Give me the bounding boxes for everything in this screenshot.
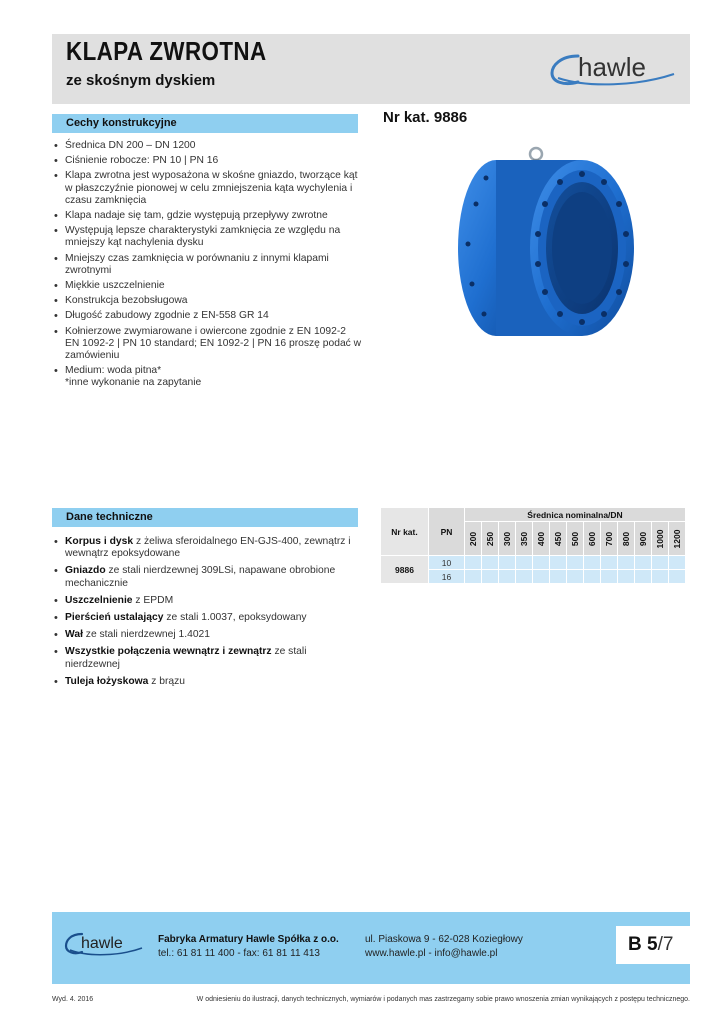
catalog-number: Nr kat. 9886 (383, 109, 468, 126)
technical-item-label: Tuleja łożyskowa (65, 675, 149, 687)
dn-header-cell: 450 (550, 522, 567, 556)
dn-header-cell: 1200 (669, 522, 686, 556)
technical-item (52, 536, 362, 560)
footer-hawle-logo (64, 928, 144, 958)
edition-note: Wyd. 4. 2016 (52, 996, 94, 1003)
feature-item: • Klapa nadaje się tam, gdzie występują przepływy zwrotne (52, 210, 362, 222)
footer-logo-text: hawle (81, 935, 123, 952)
footer-address: ul. Piaskowa 9 - 62-028 Koziegłowy (365, 934, 523, 945)
dn-header-cell: 200 (465, 522, 482, 556)
table-row-kat: 9886 (381, 556, 429, 584)
page-number: B 5 (628, 934, 658, 955)
page-subtitle: ze skośnym dyskiem (66, 72, 216, 89)
dn-header-cell: 1000 (652, 522, 669, 556)
feature-item: • Konstrukcja bezobsługowa (52, 295, 362, 307)
feature-item: • Mniejszy czas zamknięcia w porównaniu z innymi klapami zwrotnymi (52, 253, 362, 277)
features-heading: Cechy konstrukcyjne (52, 114, 358, 133)
dn-header-cell: 400 (533, 522, 550, 556)
page-number-box (616, 926, 690, 964)
dn-header-cell: 600 (584, 522, 601, 556)
dn-header-cell: 300 (499, 522, 516, 556)
disclaimer-note: W odniesieniu do ilustracji, danych technicznych, wymiarów i podanych mas zastrzegamy sobie prawo wnoszenia zmian wynikających z postępu technicznego. (196, 996, 690, 1003)
footer-company: Fabryka Armatury Hawle Spółka z o.o. (158, 934, 339, 945)
feature-item: • Długość zabudowy zgodnie z EN-558 GR 14 (52, 310, 362, 322)
technical-item-text: ze stali nierdzewnej (65, 646, 307, 670)
table-row-pn: 10 (429, 556, 465, 570)
feature-item: • Kołnierzowe zwymiarowane i owiercone zgodnie z EN 1092-2 EN 1092-2 | PN 10 standard; EN 1092-2 | PN 16 proszę podać w zamówieniu (52, 326, 362, 363)
technical-item (52, 646, 362, 670)
feature-note: *inne wykonanie na zapytanie (65, 377, 202, 389)
dn-header-cell: 900 (635, 522, 652, 556)
table-row-pn: 16 (429, 570, 465, 584)
technical-item-text: z EPDM (132, 594, 174, 606)
dn-header-cell: 350 (516, 522, 533, 556)
technical-item-text: z żeliwa sferoidalnego EN-GJS-400, zewnątrz i wewnątrz epoksydowane (65, 536, 351, 560)
dn-header-cell: 700 (601, 522, 618, 556)
page-total: /7 (657, 934, 674, 955)
technical-item-label: Uszczelnienie (65, 594, 133, 606)
dn-header-cell: 800 (618, 522, 635, 556)
technical-item-text: ze stali 1.0037, epoksydowany (163, 612, 307, 624)
technical-item-label: Gniazdo (65, 565, 106, 577)
header-band (52, 34, 690, 104)
technical-list (52, 536, 362, 693)
table-header-pn: PN (429, 508, 465, 556)
feature-item: • Ciśnienie robocze: PN 10 | PN 16 (52, 155, 362, 167)
feature-item: • Występują lepsze charakterystyki zamknięcia ze względu na mniejszy kąt nachylenia dysku (52, 225, 362, 249)
feature-item: • Miękkie uszczelnienie (52, 280, 362, 292)
table-row (381, 556, 686, 570)
dn-availability-table (380, 507, 686, 584)
features-list (52, 140, 362, 390)
check-valve-image (436, 144, 644, 340)
technical-item-text: ze stali nierdzewnej 309LSi, napawane obrobione mechanicznie (65, 565, 336, 589)
dn-header-cell: 500 (567, 522, 584, 556)
technical-item (52, 629, 362, 641)
technical-item (52, 612, 362, 624)
footer-phone: tel.: 61 81 11 400 - fax: 61 81 11 413 (158, 948, 320, 959)
logo-text: hawle (578, 52, 646, 82)
table-header-dn: Średnica nominalna/DN (465, 508, 686, 522)
technical-item-label: Korpus i dysk (65, 536, 134, 547)
dn-header-cell: 250 (482, 522, 499, 556)
technical-item-text: z brązu (148, 675, 185, 687)
footer-web: www.hawle.pl - info@hawle.pl (365, 948, 498, 959)
technical-item-label: Pierścień ustalający (65, 612, 164, 624)
technical-item (52, 565, 362, 589)
feature-item: • Medium: woda pitna* (52, 365, 362, 377)
technical-item-text: ze stali nierdzewnej 1.4021 (82, 629, 211, 641)
technical-item-label: Wał (65, 629, 83, 641)
footer-band (52, 912, 690, 984)
page-title: KLAPA ZWROTNA (66, 36, 267, 66)
technical-heading: Dane techniczne (52, 508, 358, 527)
technical-item-label: Wszystkie połączenia wewnątrz i zewnątrz (65, 646, 272, 658)
technical-item (52, 676, 362, 688)
technical-item (52, 595, 362, 607)
feature-item: • Średnica DN 200 – DN 1200 (52, 140, 362, 152)
hawle-logo (548, 46, 678, 90)
feature-item: • Klapa zwrotna jest wyposażona w skośne gniazdo, tworzące kąt w płaszczyźnie pionowej w celu zmniejszenia kąta wychylenia i czasu zamknięcia (52, 170, 362, 207)
table-header-kat: Nr kat. (381, 508, 429, 556)
